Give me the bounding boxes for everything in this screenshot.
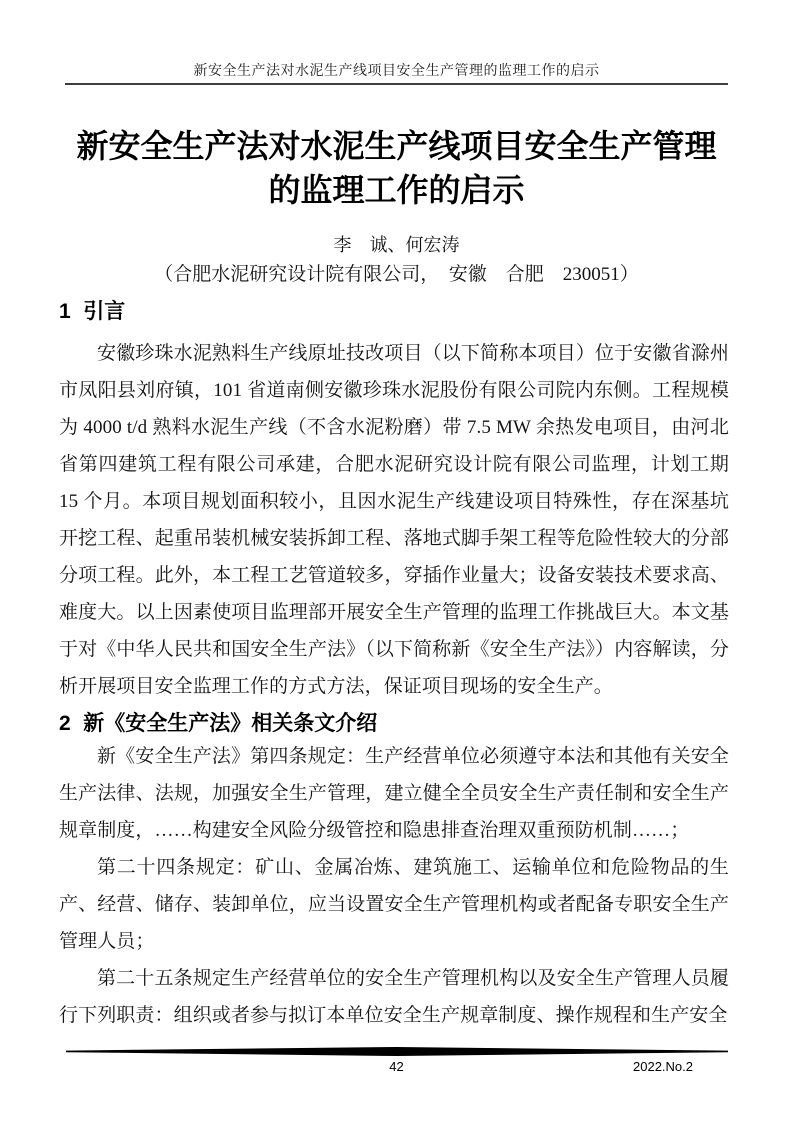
- section-1-paragraph: 安徽珍珠水泥熟料生产线原址技改项目（以下简称本项目）位于安徽省滁州市凤阳县刘府镇，101 省道南侧安徽珍珠水泥股份有限公司院内东侧。工程规模为 4000 t/d 熟料水泥生产线（不含水泥粉磨）带 7.5 MW 余热发电项目，由河北省第四建筑工程有限公司承建，合肥水泥研究设计院有限公司监理，计划工期 15 个月。本项目规划面积较小，且因水泥生产线建设项目特殊性，存在深基坑开挖工程、起重吊装机械安装拆卸工程、落地式脚手架工程等危险性较大的分部分项工程。此外，本工程工艺管道较多，穿插作业量大；设备安装技术要求高、难度大。以上因素使项目监理部开展安全生产管理的监理工作挑战巨大。本文基于对《中华人民共和国安全生产法》（以下简称新《安全生产法》）内容解读，分析开展项目安全监理工作的方式方法，保证项目现场的安全生产。: [59, 343, 729, 697]
- article-title: [35, 124, 758, 212]
- section-2-heading: [59, 710, 729, 738]
- authors: 李 诚、何宏涛: [333, 235, 460, 255]
- footer-page-number: 42: [389, 1059, 404, 1074]
- section-2-number: 2: [59, 712, 71, 735]
- article-body: [59, 298, 729, 1034]
- footer-issue-label: 2022.No.2: [633, 1059, 693, 1074]
- affiliation: （合肥水泥研究设计院有限公司， 安徽 合肥 230051）: [154, 264, 639, 285]
- section-1-number: 1: [59, 300, 71, 323]
- running-head: 新安全生产法对水泥生产线项目安全生产管理的监理工作的启示: [193, 64, 600, 79]
- section-1-heading: [59, 298, 729, 326]
- footer-tapered-rule: [66, 1047, 728, 1056]
- section-2-paragraph-3: 第二十五条规定生产经营单位的安全生产管理机构以及安全生产管理人员履行下列职责：组织或者参与拟订本单位安全生产规章制度、操作规程和生产安全: [59, 968, 729, 1026]
- article-title-line2: 的监理工作的启示: [268, 172, 525, 208]
- section-1-heading-text: 引言: [83, 300, 126, 323]
- header-rule: [65, 83, 728, 85]
- article-title-line1: 新安全生产法对水泥生产线项目安全生产管理: [76, 128, 717, 164]
- section-2-paragraph-2: 第二十四条规定：矿山、金属冶炼、建筑施工、运输单位和危险物品的生产、经营、储存、装卸单位，应当设置安全生产管理机构或者配备专职安全生产管理人员；: [59, 857, 729, 952]
- section-2-heading-text: 新《安全生产法》相关条文介绍: [83, 712, 378, 735]
- section-2-paragraph-1: 新《安全生产法》第四条规定：生产经营单位必须遵守本法和其他有关安全生产法律、法规，加强安全生产管理，建立健全全员安全生产责任制和安全生产规章制度，……构建安全风险分级管控和隐患排查治理双重预防机制……；: [59, 746, 729, 841]
